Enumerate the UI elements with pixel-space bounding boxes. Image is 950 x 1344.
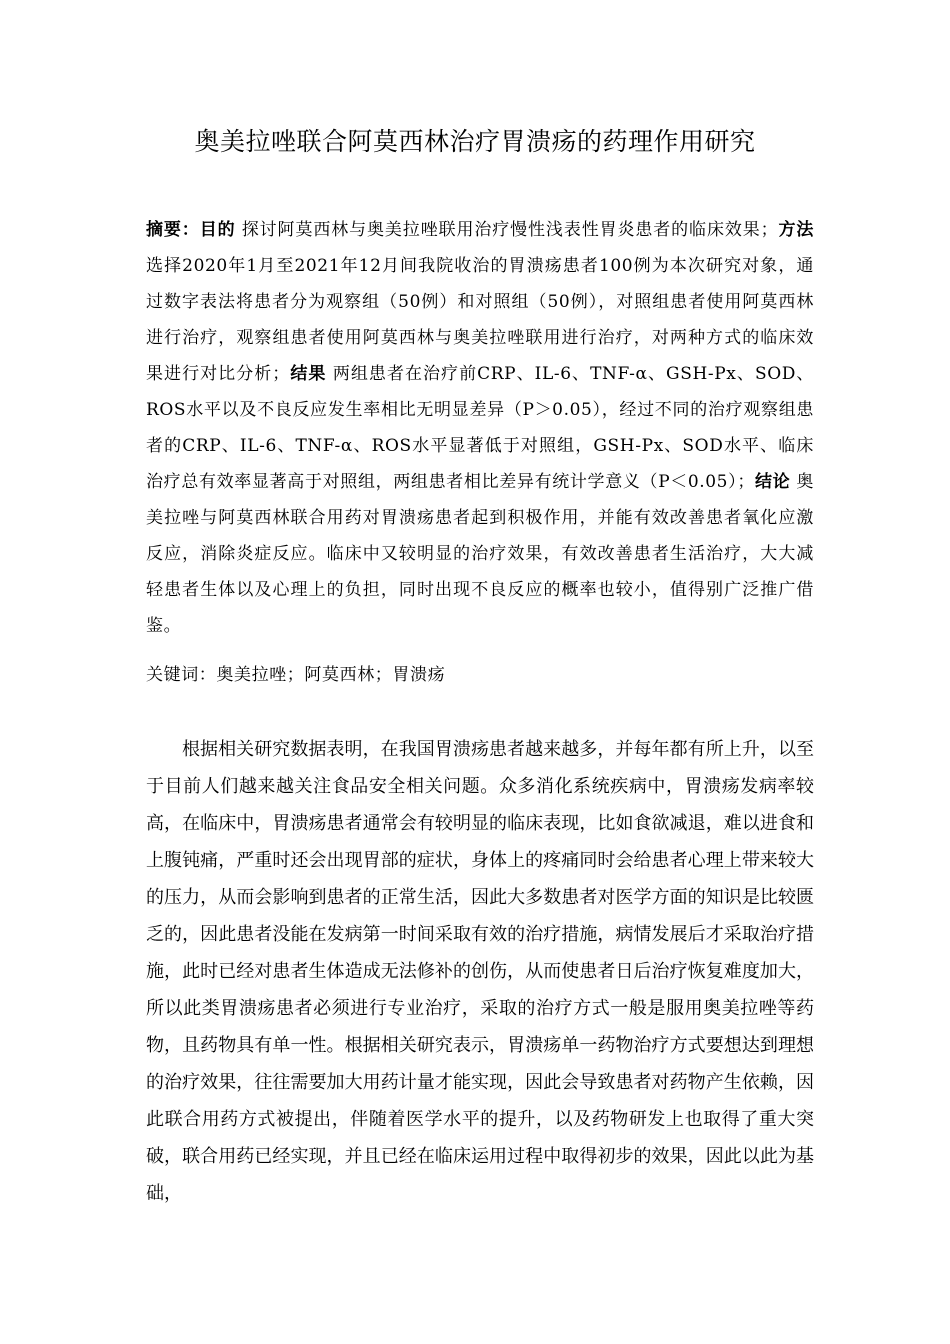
abstract-label: 摘要： (146, 220, 200, 240)
conclusion-label: 结论 (754, 472, 791, 492)
results-label: 结果 (289, 364, 327, 384)
keywords: 关键词：奥美拉唑；阿莫西林；胃溃疡 (146, 665, 446, 685)
abstract (146, 212, 814, 644)
paper-title: 奥美拉唑联合阿莫西林治疗胃溃疡的药理作用研究 (194, 127, 756, 156)
abstract-paragraph (146, 212, 814, 644)
body-paragraph: 根据相关研究数据表明，在我国胃溃疡患者越来越多，并每年都有所上升，以至于目前人们越来越关注食品安全相关问题。众多消化系统疾病中，胃溃疡发病率较高，在临床中，胃溃疡患者通常会有较明显的临床表现，比如食欲减退，难以进食和上腹钝痛，严重时还会出现胃部的症状，身体上的疼痛同时会给患者心理上带来较大的压力，从而会影响到患者的正常生活，因此大多数患者对医学方面的知识是比较匮乏的，因此患者没能在发病第一时间采取有效的治疗措施，病情发展后才采取治疗措施，此时已经对患者生体造成无法修补的创伤，从而使患者日后治疗恢复难度加大，所以此类胃溃疡患者必须进行专业治疗，采取的治疗方式一般是服用奥美拉唑等药物，且药物具有单一性。根据相关研究表示，胃溃疡单一药物治疗方式要想达到理想的治疗效果，往往需要加大用药计量才能实现，因此会导致患者对药物产生依赖，因此联合用药方式被提出，伴随着医学水平的提升，以及药物研发上也取得了重大突破，联合用药已经实现，并且已经在临床运用过程中取得初步的效果，因此以此为基础， (146, 739, 814, 1204)
results-text: 两组患者在治疗前CRP、IL-6、TNF-α、GSH-Px、SOD、ROS水平以及不良反应发生率相比无明显差异（P＞0.05），经过不同的治疗观察组患者的CRP、IL-6、TNF-α、ROS水平显著低于对照组，GSH-Px、SOD水平、临床治疗总有效率显著高于对照组，两组患者相比差异有统计学意义（P＜0.05）； (146, 364, 814, 492)
methods-text: 选择2020年1月至2021年12月间我院收治的胃溃疡患者100例为本次研究对象，通过数字表法将患者分为观察组（50例）和对照组（50例），对照组患者使用阿莫西林进行治疗，观察组患者使用阿莫西林与奥美拉唑联用进行治疗，对两种方式的临床效果进行对比分析； (146, 256, 814, 384)
objective-label: 目的 (199, 220, 236, 240)
conclusion-text: 奥美拉唑与阿莫西林联合用药对胃溃疡患者起到积极作用，并能有效改善患者氧化应激反应，消除炎症反应。临床中又较明显的治疗效果，有效改善患者生活治疗，大大减轻患者生体以及心理上的负担，同时出现不良反应的概率也较小，值得别广泛推广借鉴。 (146, 472, 814, 636)
methods-label: 方法 (778, 220, 815, 240)
objective-text: 探讨阿莫西林与奥美拉唑联用治疗慢性浅表性胃炎患者的临床效果； (235, 220, 779, 240)
